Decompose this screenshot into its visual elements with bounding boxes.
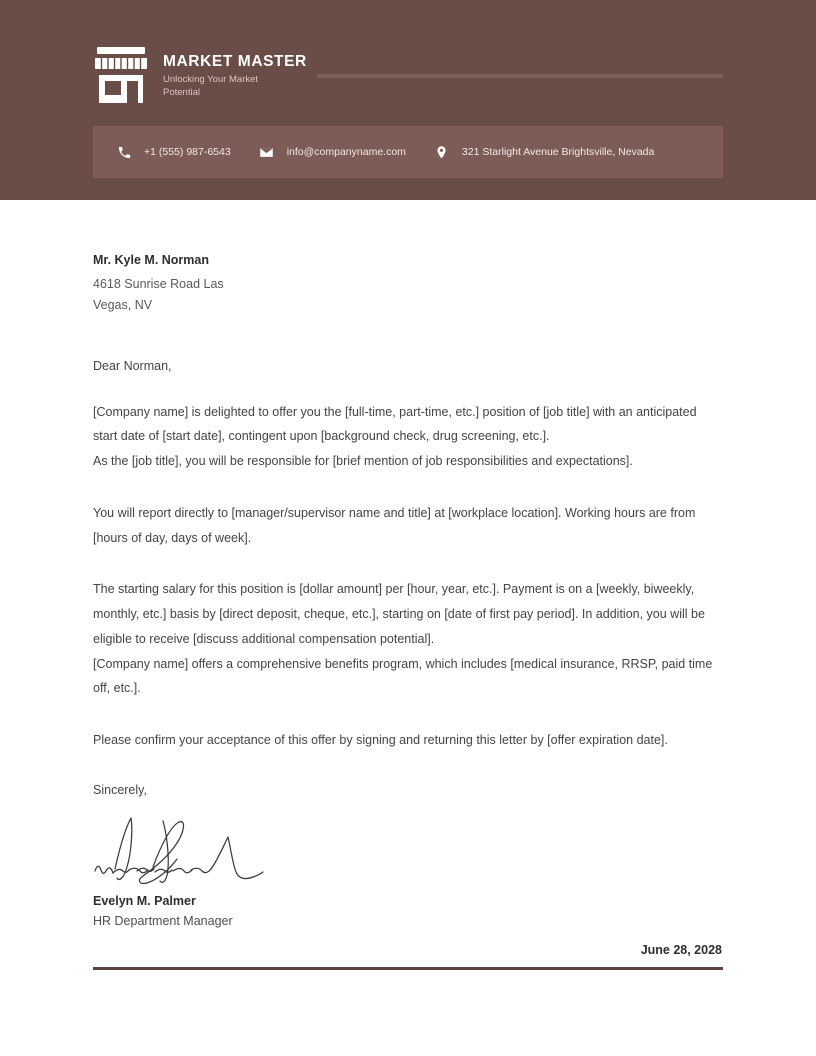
recipient-address-line-1: 4618 Sunrise Road Las (93, 277, 224, 291)
contact-item-address[interactable] (433, 143, 654, 161)
letterhead-header (0, 0, 816, 200)
signer-title: HR Department Manager (93, 913, 233, 928)
recipient-address (93, 274, 723, 317)
body-paragraph-6: Please confirm your acceptance of this offer by signing and returning this letter by [offer expiration date]. (93, 733, 668, 747)
map-pin-icon (433, 143, 451, 161)
letter-date: June 28, 2028 (640, 942, 722, 957)
contact-address-label: 321 Starlight Avenue Brightsville, Nevada (461, 146, 655, 158)
salutation: Dear Norman, (93, 358, 172, 373)
contact-item-phone[interactable] (115, 143, 231, 161)
body-paragraph-4: The starting salary for this position is [dollar amount] per [hour, year, etc.]. Payment is on a [weekly, biweekly, monthly, etc.] basis by [direct deposit, cheque, etc.], starting on [date of first pay period]. In addition, you will be eligible to receive [discuss additional compensation potential]. (93, 582, 705, 646)
recipient-address-line-2: Vegas, NV (93, 298, 153, 313)
brand-name: MARKET MASTER (163, 53, 307, 70)
brand-row (93, 45, 723, 105)
header-divider-rule (317, 74, 723, 78)
body-paragraph-3: You will report directly to [manager/supervisor name and title] at [workplace location]. Working hours are from [hours of day, days of week]. (93, 505, 696, 545)
recipient-name: Mr. Kyle M. Norman (93, 253, 209, 267)
recipient-block (93, 250, 723, 317)
brand-tagline: Unlocking Your Market Potential (163, 74, 259, 98)
body-paragraph-5: [Company name] offers a comprehensive benefits program, which includes [medical insurance, RRSP, paid time off, etc.]. (93, 656, 713, 696)
envelope-icon (258, 143, 276, 161)
contact-email-label: info@companyname.com (286, 146, 406, 158)
handwritten-signature (93, 809, 283, 887)
closing: Sincerely, (93, 782, 147, 797)
phone-icon (115, 143, 133, 161)
contact-item-email[interactable] (258, 143, 406, 161)
contact-bar (93, 126, 723, 178)
footer-divider-rule (93, 967, 723, 970)
body-paragraph-1: [Company name] is delighted to offer you the [full-time, part-time, etc.] position of [job title] with an anticipated start date of [start date], contingent upon [background check, drug screening, etc.]. (93, 404, 697, 444)
storefront-icon (93, 45, 149, 105)
letter-body (0, 250, 816, 970)
contact-phone-label: +1 (555) 987-6543 (144, 146, 231, 158)
body-paragraph-2: As the [job title], you will be responsible for [brief mention of job responsibilities and expectations]. (93, 454, 633, 468)
signer-name: Evelyn M. Palmer (93, 893, 196, 908)
brand-text (163, 45, 315, 100)
